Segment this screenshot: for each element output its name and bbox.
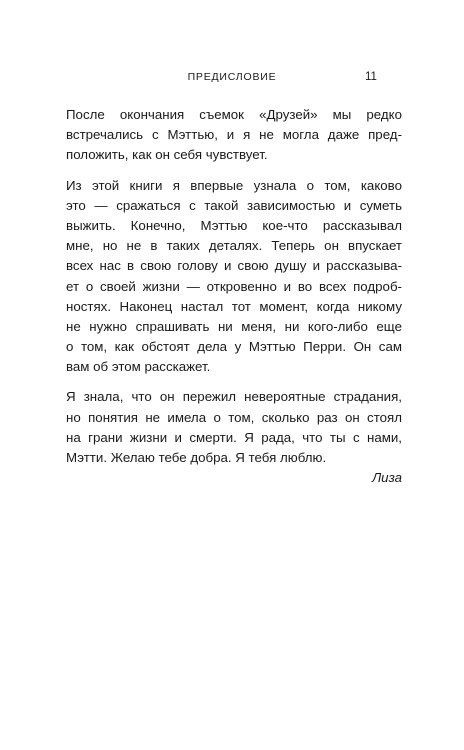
paragraph-1: [66, 105, 402, 166]
text-line: После окончания съемок «Друзей» мы редко: [66, 107, 402, 122]
section-title: ПРЕДИСЛОВИЕ: [187, 71, 277, 83]
text-line: на грани жизни и смерти. Я рада, что ты с нами,: [66, 429, 402, 445]
text-line: но понятия не имела о том, сколько раз он стоял: [66, 409, 402, 425]
text-line: не нужно спрашивать ни меня, ни кого-либо еще: [66, 318, 402, 334]
text-line: положить, как он себя чувствует.: [66, 147, 268, 163]
text-line: мне, но не в таких деталях. Теперь он впускает: [66, 238, 402, 254]
text-line: о том, как обстоят дела у Мэттью Перри. Он сам: [66, 339, 402, 355]
body-text: [66, 105, 402, 488]
paragraph-3: [66, 387, 402, 468]
text-line: всех нас в свою голову и свою душу и рассказыва-: [66, 258, 402, 274]
text-line: Мэтти. Желаю тебе добра. Я тебя люблю.: [66, 450, 327, 465]
text-line: встречались с Мэттью, и я не могла даже пред-: [66, 127, 402, 143]
paragraph-2: [66, 176, 402, 378]
text-line: Я знала, что он пережил невероятные страдания,: [66, 389, 402, 405]
text-line: вам об этом расскажет.: [66, 359, 211, 375]
page-number: 11: [365, 71, 377, 83]
text-line: Из этой книги я впервые узнала о том, каково: [66, 177, 402, 193]
running-header: [0, 69, 464, 85]
text-line: выжить. Конечно, Мэттью кое-что рассказывал: [66, 217, 402, 233]
text-line: это — сражаться с такой зависимостью и суметь: [66, 197, 402, 213]
signature: Лиза: [372, 470, 402, 486]
text-line: ет о своей жизни — откровенно и во всех подроб-: [66, 278, 402, 294]
text-line: ностях. Наконец настал тот момент, когда никому: [66, 298, 402, 314]
